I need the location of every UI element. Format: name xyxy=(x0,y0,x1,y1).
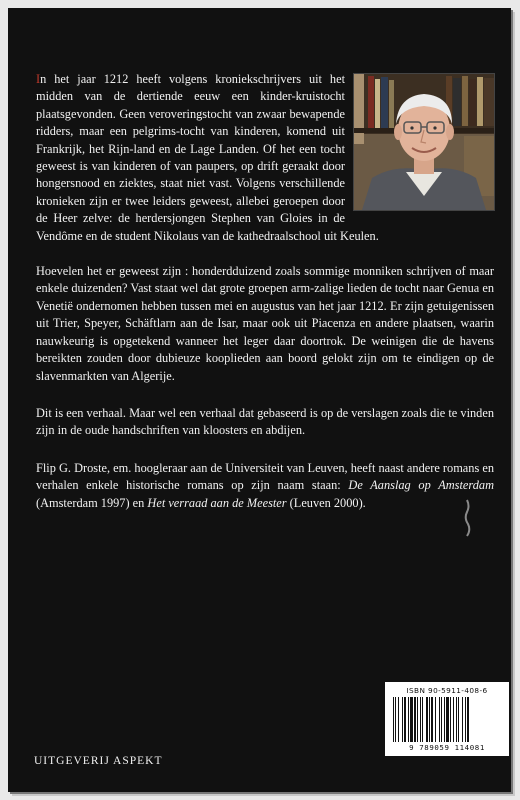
publisher-name: UITGEVERIJ ASPEKT xyxy=(34,755,163,767)
book-title-2: Het verraad aan de Meester xyxy=(147,495,287,510)
author-photo xyxy=(353,73,495,211)
barcode-box xyxy=(385,682,509,756)
barcode-image xyxy=(393,697,501,742)
author-bio-text-3: (Leuven 2000). xyxy=(286,495,366,510)
back-cover xyxy=(8,8,511,792)
paragraph-2: Hoevelen het er geweest zijn : honderdduizend zoals sommige monniken schrijven of maar enkele duizenden? Vast staat wel dat grote groepen arm-zalige lieden de tocht naar Genua en Venetië ondernomen hebben tussen mei en augustus van het jaar 1212. Er zijn getuigenissen uit Trier, Speyer, Schäftlarn aan de Isar, maar ook uit Piacenza en andere plaatsen, waarin nauwkeurig is opgetekend wanneer het leger daar doortrok. De weinigen die de havens bereikten zouden door dubieuze kooplieden aan boord gelokt zijn om te eindigen op de slavenmarkten van Algerije. xyxy=(36,264,494,383)
author-bio-text-2: (Amsterdam 1997) en xyxy=(36,495,148,510)
paragraph-4 xyxy=(36,460,494,512)
isbn-label: ISBN 90-5911-408-6 xyxy=(406,686,488,695)
paragraph-3: Dit is een verhaal. Maar wel een verhaal dat gebaseerd is op de verslagen zoals die te vinden zijn in de oude handschriften van kloosters en abdijen. xyxy=(36,405,494,438)
cover-scuff-mark xyxy=(460,498,474,538)
author-portrait-image xyxy=(354,74,494,210)
book-title-1: De Aanslag op Amsterdam xyxy=(348,478,494,493)
drop-cap: I xyxy=(36,72,41,86)
blurb-text xyxy=(36,71,494,532)
paragraph-1-text: n het jaar 1212 heeft volgens kroniekschrijvers uit het midden van de dertiende eeuw een kinder-kruistocht plaatsgevonden. Geen veroveringstocht van zwaar bewapende ridders, maar een pelgrims-tocht van kinderen, komend uit Frankrijk, het Rijn-land en de Lage Landen. Of het een tocht geweest is van kinderen of van paupers, op drift geraakt door hongersnood en ziektes, staat niet vast. Volgens verschillende kronieken zijn er twee leiders geweest, allebei geroepen door de Heer zelve: de herdersjongen Stephen van Gloies in de Vendôme en de student Nikolaus van de kathedraalschool uit Keulen. xyxy=(36,72,379,243)
author-bio-text: Flip G. Droste, em. hoogleraar aan de Universiteit van Leuven, heeft naast andere romans en verhalen enkele historische romans op zijn naam staan: xyxy=(36,460,494,493)
barcode-digits: 9 789059 114081 xyxy=(409,743,485,752)
